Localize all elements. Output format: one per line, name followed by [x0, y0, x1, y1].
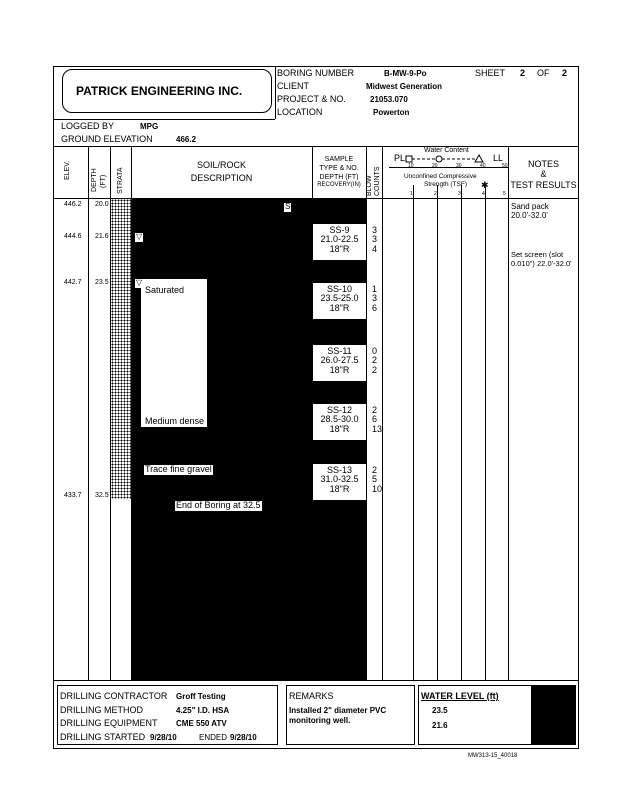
remarks-line2: monitoring well. — [289, 716, 351, 725]
logged-by-label: LOGGED BY — [61, 121, 115, 131]
project-label: PROJECT & NO. — [277, 94, 346, 104]
sheet-of: OF — [537, 68, 550, 78]
ground-elevation-label: GROUND ELEVATION — [61, 134, 153, 144]
s-marker: S — [285, 202, 291, 211]
footer-top-rule — [53, 680, 579, 681]
note-line: 20.0'-32.0' — [511, 211, 548, 221]
col-line-blow — [382, 146, 383, 680]
location-value: Powerton — [373, 108, 410, 117]
row-elev: 442.7 — [64, 279, 82, 286]
drilling-equipment-value: CME 550 ATV — [176, 719, 227, 728]
sample-entry — [313, 226, 366, 254]
note-line: Sand pack — [511, 202, 549, 211]
water-level-reading: 21.6 — [432, 721, 448, 730]
depth-unit-header: (FT) — [100, 174, 107, 188]
sample-id: SS-13 — [326, 465, 352, 475]
blow-count: 3 — [372, 225, 378, 235]
document-id: MW313-15_40018 — [468, 753, 518, 759]
sample-depth: 28.5-30.0 — [320, 414, 359, 425]
desc-trace-gravel: Trace fine gravel — [145, 464, 212, 474]
sample-depth: 21.0-22.5 — [320, 234, 359, 245]
water-content-legend — [405, 154, 491, 166]
blow-count: 6 — [372, 302, 378, 313]
strata-sand-pattern — [111, 199, 131, 499]
ucs-tick: 1 — [410, 191, 413, 197]
sample-entry — [313, 406, 366, 434]
notes-header-line2: & — [540, 169, 547, 180]
blow-counts — [372, 285, 377, 313]
sample-entry — [313, 466, 366, 494]
wc-tick: 20 — [432, 163, 438, 169]
ended-label: ENDED — [199, 733, 228, 742]
client-label: CLIENT — [277, 81, 310, 91]
row-depth: 23.5 — [95, 279, 109, 286]
ucs-tick: 5 — [503, 191, 506, 197]
sample-entry — [313, 285, 366, 313]
col-line-sample — [366, 146, 367, 680]
sample-entry — [313, 347, 366, 375]
sample-depth: 23.5-25.0 — [320, 293, 359, 304]
depth-header: DEPTH — [91, 168, 98, 192]
ucs-star-icon: ✱ — [481, 180, 489, 190]
note-line: 0.010") 22.0'-32.0' — [511, 258, 572, 268]
water-level-icon: ▽ — [136, 232, 143, 241]
water-level-shade — [531, 686, 575, 744]
blow-count: 2 — [372, 405, 378, 415]
desc-medium-dense: Medium dense — [145, 416, 205, 426]
sample-recovery: 18"R — [329, 302, 350, 313]
chart-grid-line — [437, 185, 438, 680]
header-divider — [275, 66, 276, 119]
drilling-started-value: 9/28/10 — [150, 733, 177, 742]
sample-depth: 26.0-27.5 — [320, 355, 359, 366]
blow-count: 0 — [372, 346, 378, 356]
note-screen — [511, 251, 572, 268]
chart-grid-line — [461, 185, 462, 680]
notes-header — [508, 159, 579, 190]
project-number: 21053.070 — [370, 95, 408, 104]
sheet-label: SHEET — [475, 68, 506, 78]
desc-saturated: Saturated — [145, 285, 185, 295]
strata-header: STRATA — [117, 167, 124, 194]
blow-counts — [372, 406, 382, 434]
desc-end-of-boring: End of Boring at 32.5 — [176, 500, 261, 510]
sample-recovery: 18"R — [329, 243, 350, 254]
drilling-contractor-label: DRILLING CONTRACTOR — [60, 691, 168, 701]
drilling-started-label: DRILLING STARTED — [60, 732, 146, 742]
ended-value: 9/28/10 — [230, 733, 257, 742]
counts-header: COUNTS — [374, 166, 381, 196]
blow-count: 3 — [372, 293, 378, 304]
drilling-contractor-value: Groff Testing — [176, 692, 226, 701]
sample-header — [312, 156, 366, 190]
pl-label: PL — [394, 153, 406, 163]
drilling-method-value: 4.25" I.D. HSA — [176, 706, 230, 715]
notes-header-line3: TEST RESULTS — [510, 179, 577, 190]
wc-tick-rule — [389, 167, 508, 168]
drilling-equipment-label: DRILLING EQUIPMENT — [60, 718, 158, 728]
location-label: LOCATION — [277, 107, 323, 117]
wc-tick: 30 — [456, 163, 462, 169]
drilling-method-label: DRILLING METHOD — [60, 705, 144, 715]
sample-header-line4: RECOVERY(IN) — [317, 182, 361, 189]
sample-recovery: 18"R — [329, 364, 350, 375]
company-name: PATRICK ENGINEERING INC. — [76, 84, 243, 98]
col-line-elev — [88, 146, 89, 680]
boring-number-label: BORING NUMBER — [277, 68, 355, 78]
row-elev: 433.7 — [64, 492, 82, 499]
soil-description-cutout — [141, 279, 207, 427]
notes-header-line1: NOTES — [527, 159, 559, 169]
remarks-label: REMARKS — [289, 691, 334, 701]
note-sand-pack — [511, 202, 549, 220]
water-level-label: WATER LEVEL (ft) — [421, 691, 499, 701]
wc-tick: 40 — [480, 163, 486, 169]
client-value: Midwest Generation — [366, 82, 443, 91]
ucs-label-line1: Unconfined Compressive — [404, 173, 477, 180]
water-level-reading: 23.5 — [432, 706, 448, 715]
water-level-icon: ▽ — [136, 278, 143, 287]
ground-elevation-value: 466.2 — [176, 135, 197, 144]
blow-count: 10 — [372, 483, 383, 494]
row-depth: 21.6 — [95, 233, 109, 240]
elev-header: ELEV. — [64, 160, 71, 180]
note-line: Set screen (slot — [511, 250, 564, 259]
logged-by-value: MPG — [140, 122, 159, 131]
blow-count: 6 — [372, 414, 378, 425]
col-line-chart — [508, 146, 509, 680]
sample-depth: 31.0-32.5 — [320, 474, 359, 485]
wc-tick: 10 — [408, 163, 414, 169]
sample-id: SS-11 — [327, 346, 352, 356]
row-elev: 444.6 — [64, 233, 82, 240]
sheet-total: 2 — [562, 68, 568, 78]
blow-count: 2 — [372, 465, 378, 475]
water-content-label: Water Content — [424, 147, 469, 154]
chart-grid-line — [413, 185, 414, 680]
sample-header-line2: TYPE & NO. — [319, 164, 359, 172]
sample-header-line3: DEPTH (FT) — [319, 173, 359, 181]
soil-header-line2: DESCRIPTION — [190, 173, 253, 184]
sample-id: SS-12 — [326, 405, 352, 415]
blow-count: 1 — [372, 284, 378, 294]
row-depth: 20.0 — [95, 201, 109, 208]
sample-recovery: 18"R — [329, 423, 350, 434]
blow-counts — [372, 466, 382, 494]
sample-recovery: 18"R — [329, 483, 350, 494]
sample-header-line1: SAMPLE — [324, 156, 354, 163]
ucs-tick: 4 — [482, 191, 485, 197]
sample-id: SS-9 — [329, 225, 350, 235]
ll-label: LL — [493, 153, 504, 163]
row-depth: 32.5 — [95, 492, 109, 499]
remarks-line1: Installed 2" diameter PVC — [289, 706, 387, 715]
blow-counts — [372, 347, 377, 375]
soil-description-fill — [131, 199, 312, 680]
blow-count: 13 — [372, 423, 383, 434]
ucs-tick: 2 — [434, 191, 437, 197]
ucs-tick: 3 — [458, 191, 461, 197]
soil-desc-header — [131, 161, 312, 184]
blow-count: 5 — [372, 474, 378, 485]
sheet-number: 2 — [520, 68, 526, 78]
blow-count: 4 — [372, 243, 378, 254]
boring-number-value: B-MW-9-Po — [384, 69, 427, 78]
blow-count: 2 — [372, 355, 378, 366]
header-rule — [53, 119, 275, 120]
blow-header: BLOW — [366, 175, 373, 196]
soil-header-line1: SOIL/ROCK — [196, 160, 246, 170]
blow-counts — [372, 226, 377, 254]
blow-count: 2 — [372, 364, 378, 375]
ucs-label-line2: Strength (TSF) — [424, 181, 467, 188]
wc-tick: 50 — [502, 163, 508, 169]
blow-count: 3 — [372, 234, 378, 245]
row-elev: 446.2 — [64, 201, 82, 208]
sample-id: SS-10 — [326, 284, 352, 294]
chart-grid-line — [485, 185, 486, 680]
